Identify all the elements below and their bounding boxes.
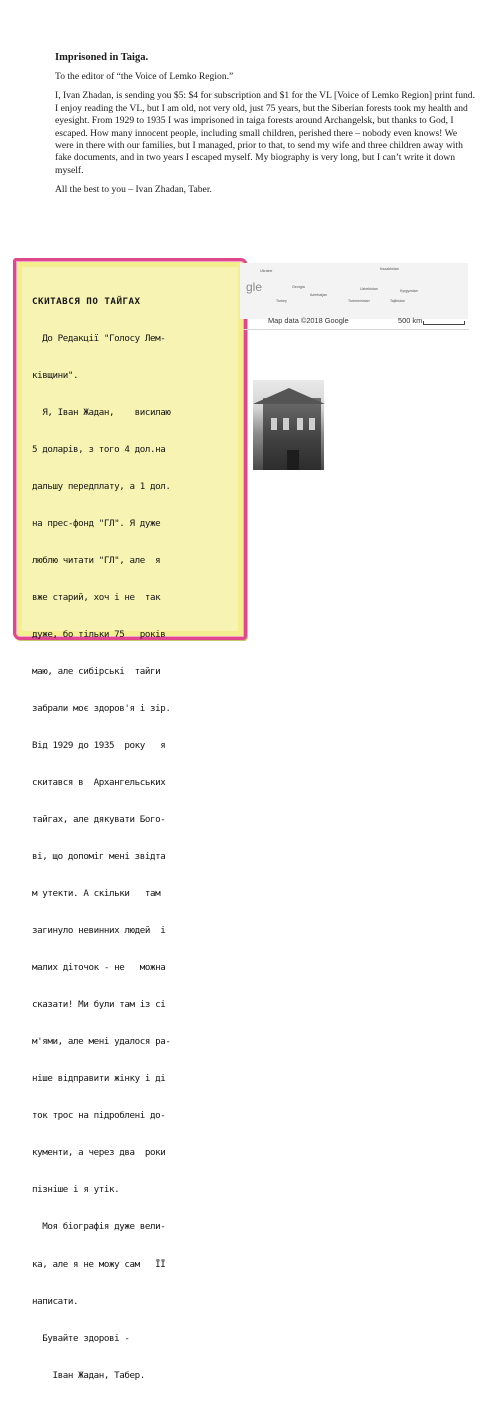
clipping-text bbox=[32, 271, 232, 1407]
divider bbox=[243, 329, 469, 330]
clipping-line: ківщини". bbox=[32, 369, 79, 381]
clipping-line: м'ями, але мені удалося ра- bbox=[32, 1036, 171, 1048]
clipping-line: скитався в Архангельських bbox=[32, 777, 166, 789]
map-logo: gle bbox=[246, 280, 263, 294]
clipping-line: маю, але сибірські тайги bbox=[32, 666, 161, 677]
map-label-georgia: Georgia bbox=[292, 285, 305, 289]
letter-translation bbox=[55, 52, 475, 204]
clipping-line: До Редакції "Голосу Лем- bbox=[32, 332, 166, 344]
clipping-line: ка, але я не можу сам ЇЇ bbox=[32, 1258, 166, 1270]
clipping-line: 5 доларів, з того 4 дол.на bbox=[32, 443, 166, 455]
map-label-kyrgyzstan: Kyrgyzstan bbox=[400, 289, 418, 293]
map-scale-bar bbox=[423, 321, 465, 325]
clipping-line: Бувайте здорові - bbox=[32, 1332, 130, 1344]
map-label-azerbaijan: Azerbaijan bbox=[310, 293, 327, 297]
photo-door bbox=[287, 450, 299, 470]
letter-body: I, Ivan Zhadan, is sending you $5: $4 for subscription and $1 for the VL [Voice of Lemko Region] print fund. I enjoy reading the VL, but I am old, not very old, just 75 years, but the Siberian forests took my health and eyesight. From 1929 to 1935 I was imprisoned in taiga forests around Archangelsk, but thanks to God, I escaped. How many innocent people, including small children, perished there – nobody even knows! We were in there with our families, but I managed, prior to that, to send my wife and three children away with fake documents, and in two years I escaped myself. My biography is very long, but I can’t write it down myself. bbox=[55, 90, 476, 176]
clipping-line: сказати! Ми були там із сі bbox=[32, 999, 166, 1011]
map-label-ukraine: Ukraine bbox=[260, 269, 273, 273]
clipping-line: ток трос на підроблені до- bbox=[32, 1110, 166, 1122]
newspaper-clipping bbox=[13, 258, 247, 1381]
map-label-kazakhstan: Kazakhstan bbox=[380, 267, 399, 271]
map-scale-label: 500 km bbox=[398, 316, 423, 325]
clipping-line: вже старий, хоч і не так bbox=[32, 591, 161, 603]
clipping-line: забрали моє здоров'я і зір. bbox=[32, 703, 171, 715]
clipping-line: малих діточок - не можна bbox=[32, 962, 166, 974]
map-attribution: Map data ©2018 Google bbox=[268, 316, 349, 325]
map-label-tajikistan: Tajikistan bbox=[390, 299, 405, 303]
clipping-paper bbox=[22, 267, 238, 1381]
photo-window bbox=[283, 418, 289, 430]
clipping-line: загинуло невинних людей і bbox=[32, 925, 166, 937]
map-label-turkmenistan: Turkmenistan bbox=[348, 299, 370, 303]
clipping-line: пізніше і я утік. bbox=[32, 1184, 120, 1196]
building-photo bbox=[253, 380, 324, 470]
clipping-line: кументи, а через два роки bbox=[32, 1147, 166, 1159]
clipping-line: Іван Жадан, Табер. bbox=[32, 1369, 145, 1381]
letter-title: Imprisoned in Taiga. bbox=[55, 52, 149, 63]
photo-window bbox=[309, 418, 315, 430]
clipping-line: на прес-фонд "ГЛ". Я дуже bbox=[32, 517, 161, 529]
letter-closing: All the best to you – Ivan Zhadan, Taber. bbox=[55, 184, 212, 196]
photo-roof bbox=[253, 388, 325, 404]
clipping-line: дуже, бо тільки 75 років bbox=[32, 628, 166, 640]
photo-window bbox=[297, 418, 303, 430]
photo-window bbox=[271, 418, 277, 430]
clipping-line: дальшу передплату, а 1 дол. bbox=[32, 480, 171, 492]
map-fragment bbox=[240, 263, 468, 319]
clipping-line: Від 1929 до 1935 року я bbox=[32, 740, 166, 752]
letter-salutation: To the editor of “the Voice of Lemko Region.” bbox=[55, 71, 234, 82]
map-label-turkey: Turkey bbox=[276, 299, 287, 303]
map-label-uzbekistan: Uzbekistan bbox=[360, 287, 378, 291]
clipping-line: м утекти. А скільки там bbox=[32, 888, 161, 900]
clipping-line: люблю читати "ГЛ", але я bbox=[32, 554, 161, 566]
clipping-line: Я, Іван Жадан, висилаю bbox=[32, 406, 171, 418]
clipping-line: Моя біографія дуже вели- bbox=[32, 1221, 166, 1233]
clipping-line: тайгах, але дякувати Бого- bbox=[32, 814, 166, 826]
clipping-line: ніше відправити жінку і ді bbox=[32, 1073, 166, 1085]
clipping-title: СКИТАВСЯ ПО ТАЙГАХ bbox=[32, 295, 141, 307]
clipping-line: написати. bbox=[32, 1295, 79, 1307]
clipping-line: ві, що допоміг мені звідта bbox=[32, 851, 166, 863]
